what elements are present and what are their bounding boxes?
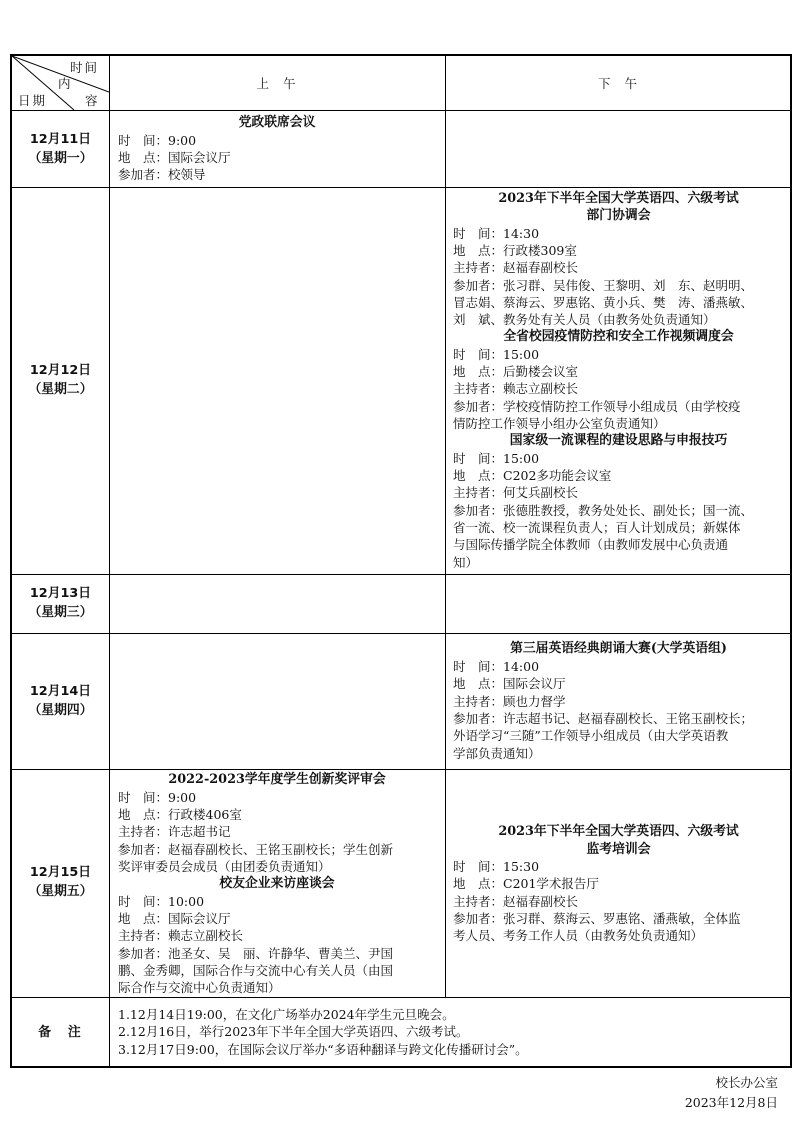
event-title: 全省校园疫情防控和安全工作视频调度会 — [503, 329, 734, 344]
event-attendees: 鹏、金秀卿，国际合作与交流中心有关人员（由国 — [118, 963, 394, 978]
date-label: 12月14日 — [29, 684, 92, 699]
event-time: 时 间：14:30 — [453, 226, 540, 241]
remarks-label: 备 注 — [38, 1025, 83, 1040]
date-label: 12月15日 — [29, 865, 92, 880]
event-attendees: 刘 斌、教务处有关人员（由教务处负责通知） — [453, 312, 716, 327]
event-location: 地 点：行政楼309室 — [453, 243, 577, 258]
event-attendees: 参加者：张习群、吴伟俊、王黎明、刘 东、赵明明、 — [453, 278, 754, 293]
event-attendees: 奖评审委员会成员（由团委负责通知） — [118, 859, 331, 874]
header-corner-date: 日期 — [18, 93, 48, 108]
event-host: 主持者：顾也力督学 — [453, 694, 566, 709]
row-divider — [12, 997, 790, 998]
weekday-label: （星期三） — [28, 605, 93, 620]
event-location: 地 点：国际会议厅 — [453, 676, 566, 691]
remark-item: 2.12月16日，举行2023年下半年全国大学英语四、六级考试。 — [118, 1024, 469, 1039]
event-location: 地 点：C201学术报告厅 — [453, 876, 599, 891]
day-date — [12, 682, 109, 720]
event-location: 地 点：国际会议厅 — [118, 150, 231, 165]
header-corner-content-2: 容 — [85, 93, 100, 108]
event-host: 主持者：赵福春副校长 — [453, 260, 579, 275]
event-attendees: 外语学习“三随”工作领导小组成员（由大学英语教 — [453, 728, 729, 743]
event-time: 时 间：10:00 — [118, 894, 205, 909]
event-time: 时 间：15:00 — [453, 347, 540, 362]
event-location: 地 点：行政楼406室 — [118, 807, 242, 822]
day-date — [12, 584, 109, 622]
event-title: 第三届英语经典朗诵大赛(大学英语组) — [510, 641, 727, 656]
row-divider — [12, 633, 790, 634]
header-corner-time: 时间 — [70, 60, 100, 75]
event-title: 党政联席会议 — [238, 115, 316, 130]
event-attendees: 知） — [453, 555, 479, 570]
event-time: 时 间：15:30 — [453, 859, 540, 874]
event-attendees: 参加者：学校疫情防控工作领导小组成员（由学校疫 — [453, 399, 741, 414]
event-attendees: 冒志娟、蔡海云、罗惠铭、黄小兵、樊 涛、潘燕敏、 — [453, 295, 754, 310]
date-label: 12月12日 — [29, 363, 92, 378]
event-time: 时 间：14:00 — [453, 659, 540, 674]
event-time: 时 间：15:00 — [453, 451, 540, 466]
event-title: 监考培训会 — [586, 842, 651, 857]
event-title: 2022-2023学年度学生创新奖评审会 — [168, 772, 386, 787]
remark-item: 3.12月17日9:00，在国际会议厅举办“多语种翻译与跨文化传播研讨会”。 — [118, 1042, 528, 1057]
event-location: 地 点：国际会议厅 — [118, 911, 231, 926]
date-label: 12月13日 — [29, 586, 92, 601]
event-attendees: 考人员、考务工作人员（由教务处负责通知） — [453, 928, 704, 943]
row-divider — [12, 769, 790, 770]
day-date — [12, 361, 109, 399]
weekday-label: （星期二） — [28, 382, 93, 397]
event-title: 2023年下半年全国大学英语四、六级考试 — [498, 191, 739, 206]
day-date — [12, 130, 109, 168]
event-time: 时 间：9:00 — [118, 133, 197, 148]
event-attendees: 省一流、校一流课程负责人；百人计划成员；新媒体 — [453, 520, 741, 535]
event-time: 时 间：9:00 — [118, 790, 197, 805]
event-title: 校友企业来访座谈会 — [219, 876, 335, 891]
header-corner-content-1: 内 — [58, 76, 73, 91]
weekday-label: （星期一） — [28, 151, 93, 166]
event-attendees: 参加者：赵福春副校长、王铭玉副校长；学生创新 — [118, 842, 394, 857]
event-attendees: 参加者：池圣女、吴 丽、许静华、曹美兰、尹国 — [118, 946, 394, 961]
day-date — [12, 863, 109, 901]
footer-date: 2023年12月8日 — [684, 1095, 778, 1110]
weekday-label: （星期五） — [28, 884, 93, 899]
header-morning: 上 午 — [256, 76, 298, 91]
event-host: 主持者：赵福春副校长 — [453, 894, 579, 909]
event-host: 主持者：许志超书记 — [118, 824, 231, 839]
event-title: 部门协调会 — [586, 208, 651, 223]
row-divider — [12, 187, 790, 188]
weekly-schedule-table — [10, 54, 792, 1068]
remark-item: 1.12月14日19:00，在文化广场举办2024年学生元旦晚会。 — [118, 1007, 455, 1022]
event-attendees: 参加者：张习群、蔡海云、罗惠铭、潘燕敏，全体监 — [453, 911, 741, 926]
event-attendees: 与国际传播学院全体教师（由教师发展中心负责通 — [453, 537, 729, 552]
event-attendees: 参加者：许志超书记、赵福春副校长、王铭玉副校长； — [453, 711, 754, 726]
column-divider-date — [109, 56, 110, 1068]
footer-office: 校长办公室 — [715, 1075, 778, 1090]
row-divider — [12, 574, 790, 575]
event-attendees: 情防控工作领导小组办公室负责通知） — [453, 416, 666, 431]
event-attendees: 参加者：校领导 — [118, 167, 206, 182]
header-afternoon: 下 午 — [598, 76, 639, 91]
event-host: 主持者：赖志立副校长 — [453, 381, 579, 396]
event-attendees: 学部负责通知） — [453, 746, 541, 761]
row-divider — [12, 110, 790, 111]
date-label: 12月11日 — [29, 132, 92, 147]
event-attendees: 参加者：张德胜教授，教务处处长、副处长；国一流、 — [453, 503, 754, 518]
event-title: 国家级一流课程的建设思路与申报技巧 — [509, 433, 728, 448]
event-host: 主持者：何艾兵副校长 — [453, 485, 579, 500]
weekday-label: （星期四） — [28, 703, 93, 718]
event-title: 2023年下半年全国大学英语四、六级考试 — [498, 824, 739, 839]
event-host: 主持者：赖志立副校长 — [118, 928, 244, 943]
event-attendees: 际合作与交流中心负责通知） — [118, 980, 281, 995]
event-location: 地 点：C202多功能会议室 — [453, 468, 612, 483]
event-location: 地 点：后勤楼会议室 — [453, 364, 579, 379]
